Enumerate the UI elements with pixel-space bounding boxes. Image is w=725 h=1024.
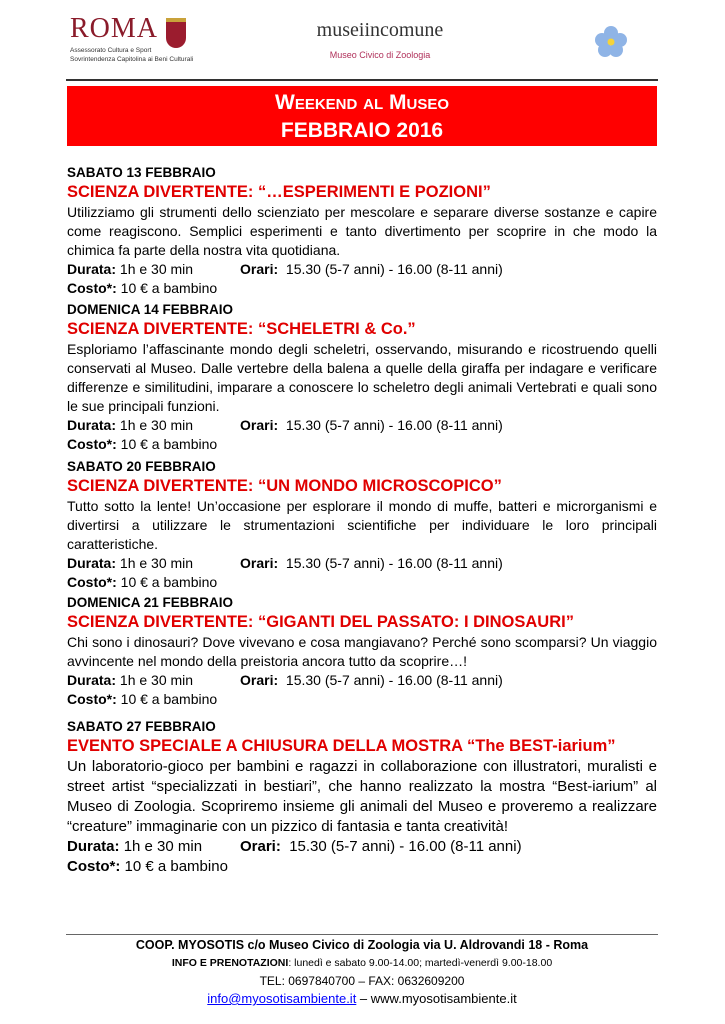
musei-logo-subtitle: Museo Civico di Zoologia <box>329 50 431 60</box>
durata-value: 1h e 30 min <box>119 417 194 433</box>
orari-label: Orari: <box>240 838 281 855</box>
event-title: SCIENZA DIVERTENTE: “GIGANTI DEL PASSATO: I DINOSAURI” <box>67 613 574 631</box>
roma-logo-word: ROMA <box>70 13 159 44</box>
roma-shield-icon <box>166 18 186 48</box>
footer-email-link[interactable]: info@myosotisambiente.it <box>207 991 357 1006</box>
footer-website: – www.myosotisambiente.it <box>356 991 517 1006</box>
orari-value: 15.30 (5-7 anni) - 16.00 (8-11 anni) <box>285 672 503 688</box>
costo-label: Costo*: <box>67 280 117 296</box>
durata-label: Durata: <box>67 261 117 277</box>
event-description: Chi sono i dinosauri? Dove vivevano e cosa mangiavano? Perché sono scomparsi? Un viaggio avvincente nel mondo della preistoria ancora tutto da scoprire…! <box>67 634 657 669</box>
title-banner <box>67 86 657 146</box>
header-divider <box>66 79 658 81</box>
myosotis-flower-logo-icon <box>591 22 631 62</box>
footer-phone: TEL: 0697840700 – FAX: 0632609200 <box>259 974 465 988</box>
footer-divider <box>66 934 658 935</box>
event-description: Utilizziamo gli strumenti dello scienziato per mescolare e separare diverse sostanze e capire come reagiscono. Semplici esperimenti e tanto divertimento per scoprire in che modo la chimica fa parte della nostra vita quotidiana. <box>67 204 657 258</box>
musei-in-comune-logo <box>300 16 460 60</box>
durata-value: 1h e 30 min <box>123 838 203 855</box>
event-title: SCIENZA DIVERTENTE: “SCHELETRI & Co.” <box>67 320 416 338</box>
orari-label: Orari: <box>240 672 279 688</box>
banner-title: Weekend al Museo <box>275 91 449 114</box>
banner-subtitle: FEBBRAIO 2016 <box>280 119 444 142</box>
durata-label: Durata: <box>67 417 117 433</box>
footer-info-hours: : lunedì e sabato 9.00-14.00; martedì-venerdì 9.00-18.00 <box>288 957 553 969</box>
event-date: DOMENICA 21 FEBBRAIO <box>67 595 234 610</box>
event-date: SABATO 27 FEBBRAIO <box>67 719 216 734</box>
costo-label: Costo*: <box>67 691 117 707</box>
durata-value: 1h e 30 min <box>119 555 194 571</box>
event-section <box>67 164 657 298</box>
event-description: Tutto sotto la lente! Un’occasione per esplorare il mondo di muffe, batteri e microrganismi e divertirsi a utilizzare le strumentazioni scientifiche per individuare le loro principali caratteristiche. <box>67 498 657 552</box>
footer <box>67 936 657 1008</box>
musei-logo-word: museiincomune <box>316 19 444 41</box>
roma-logo-line1: Assessorato Cultura e Sport <box>70 47 152 54</box>
costo-label: Costo*: <box>67 858 121 875</box>
costo-value: 10 € a bambino <box>120 574 218 590</box>
durata-value: 1h e 30 min <box>119 672 194 688</box>
orari-value: 15.30 (5-7 anni) - 16.00 (8-11 anni) <box>285 261 503 277</box>
durata-label: Durata: <box>67 555 117 571</box>
event-description: Esploriamo l’affascinante mondo degli scheletri, osservando, misurando e ricostruendo quelli conservati al Museo. Dalle vertebre della balena a quelle della giraffa per indagare e verificare differenze e similitudini, imparare a conoscere lo scheletro degli animali Vertebrati e quali sono le sue principali funzioni. <box>67 341 657 414</box>
costo-value: 10 € a bambino <box>120 280 218 296</box>
event-section <box>67 594 657 709</box>
orari-value: 15.30 (5-7 anni) - 16.00 (8-11 anni) <box>285 555 503 571</box>
footer-info-label: INFO E PRENOTAZIONI <box>171 957 289 969</box>
event-date: SABATO 13 FEBBRAIO <box>67 165 216 180</box>
event-description: Un laboratorio-gioco per bambini e ragazzi in collaborazione con illustratori, muralisti e street artist “specializzati in bestiari”, che hanno realizzato la mostra “Best-iarium” al Museo di Zoologia. Scopriremo insieme gli animali del Museo e proveremo a realizzare “creature” immaginarie con un pizzico di fantasia e tanta creatività! <box>67 758 657 835</box>
durata-label: Durata: <box>67 672 117 688</box>
event-title: SCIENZA DIVERTENTE: “UN MONDO MICROSCOPICO” <box>67 477 502 495</box>
roma-logo <box>70 14 220 64</box>
event-section <box>67 718 657 877</box>
event-title: EVENTO SPECIALE A CHIUSURA DELLA MOSTRA “The BEST-iarium” <box>67 737 616 755</box>
costo-label: Costo*: <box>67 574 117 590</box>
costo-value: 10 € a bambino <box>120 691 218 707</box>
event-section <box>67 458 657 592</box>
event-date: SABATO 20 FEBBRAIO <box>67 459 216 474</box>
event-date: DOMENICA 14 FEBBRAIO <box>67 302 234 317</box>
orari-label: Orari: <box>240 417 279 433</box>
durata-label: Durata: <box>67 838 120 855</box>
costo-label: Costo*: <box>67 436 117 452</box>
roma-logo-line2: Sovrintendenza Capitolina ai Beni Culturali <box>70 56 194 63</box>
orari-value: 15.30 (5-7 anni) - 16.00 (8-11 anni) <box>285 417 503 433</box>
orari-label: Orari: <box>240 555 279 571</box>
footer-address: COOP. MYOSOTIS c/o Museo Civico di Zoologia via U. Aldrovandi 18 - Roma <box>135 938 589 952</box>
orari-value: 15.30 (5-7 anni) - 16.00 (8-11 anni) <box>289 838 522 855</box>
durata-value: 1h e 30 min <box>119 261 194 277</box>
costo-value: 10 € a bambino <box>120 436 218 452</box>
event-section <box>67 301 657 454</box>
orari-label: Orari: <box>240 261 279 277</box>
event-title: SCIENZA DIVERTENTE: “…ESPERIMENTI E POZIONI” <box>67 183 491 201</box>
costo-value: 10 € a bambino <box>124 858 228 875</box>
